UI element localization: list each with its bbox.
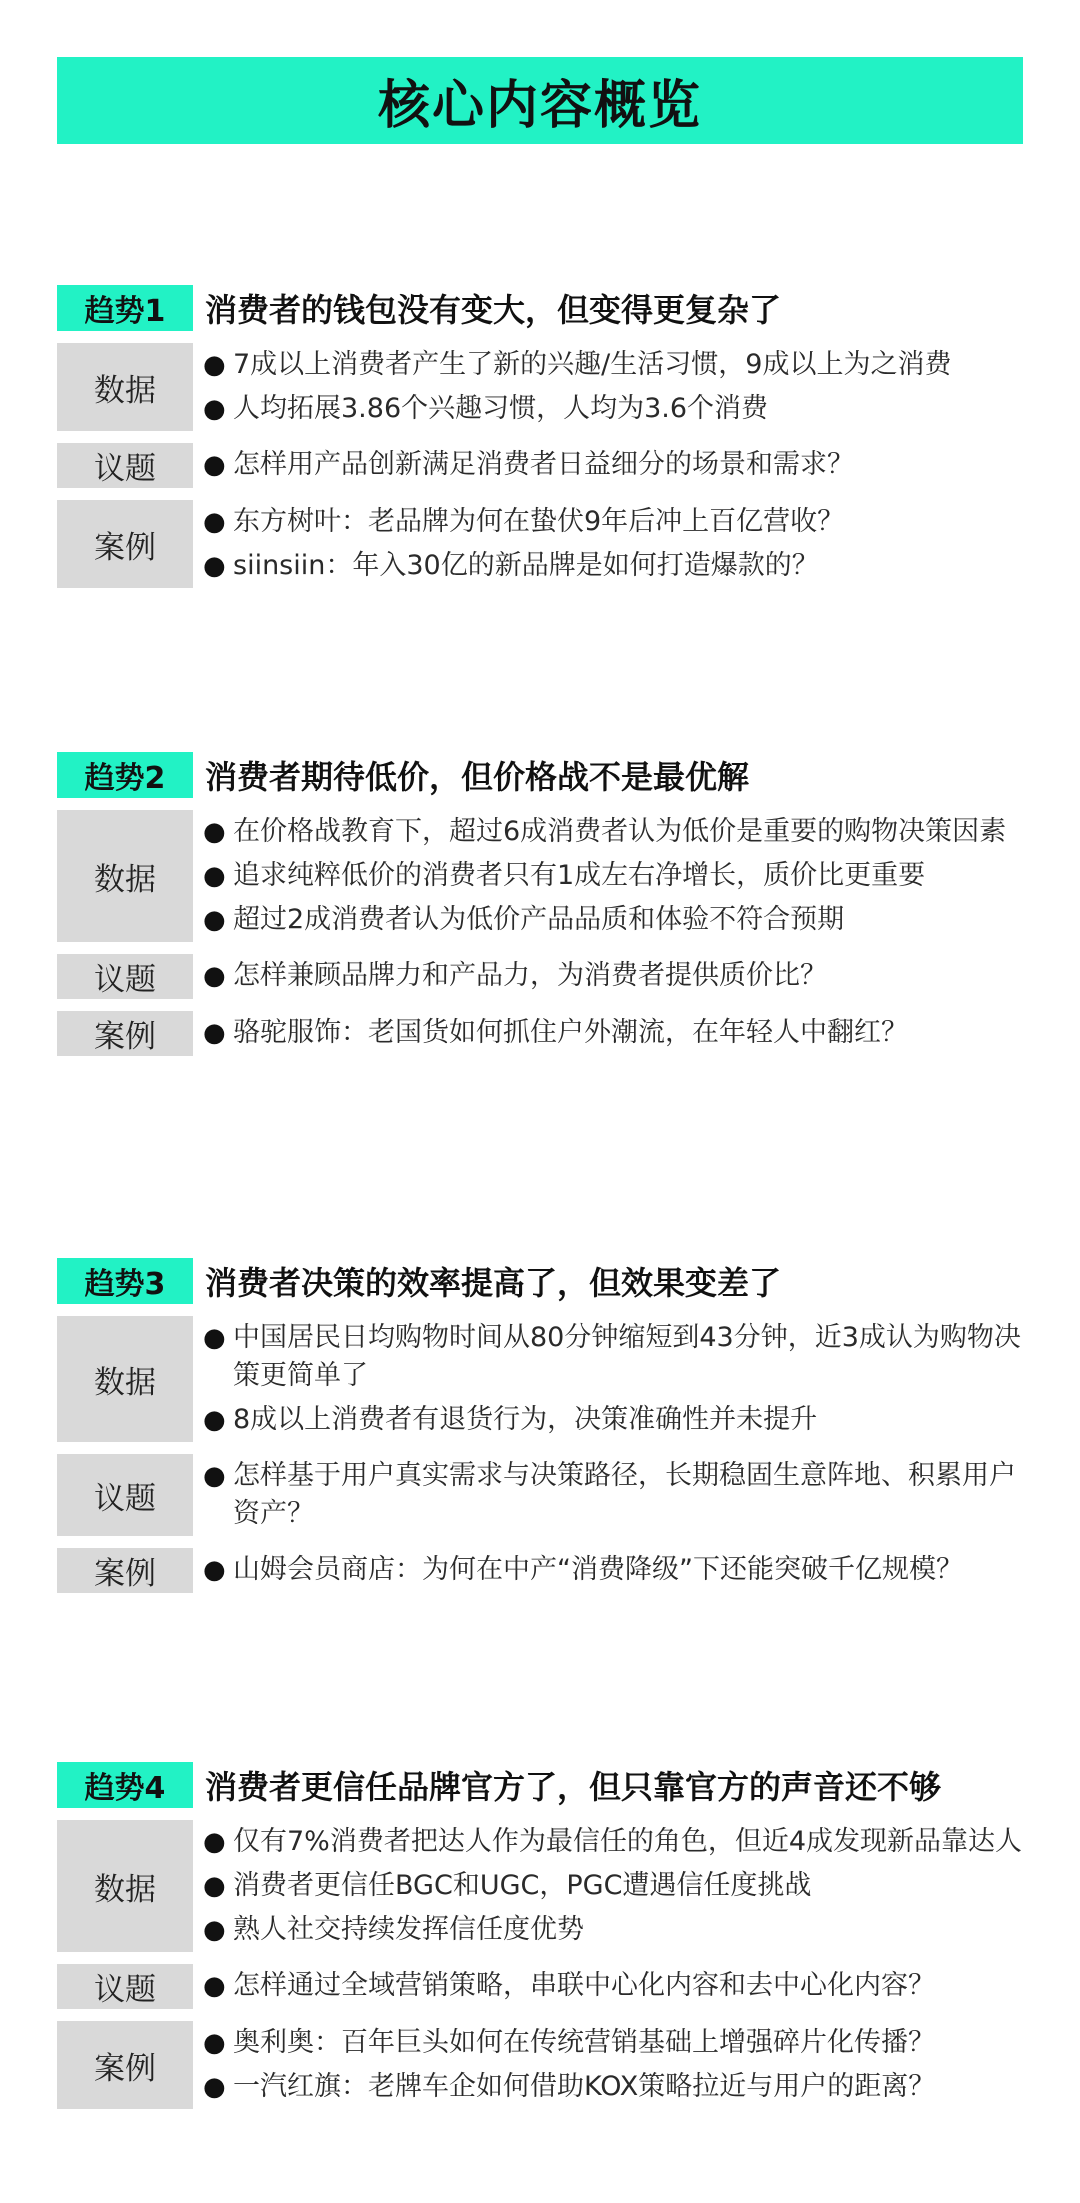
bullet-icon: ● xyxy=(203,1018,226,1048)
bullet-icon: ● xyxy=(203,551,226,581)
list-item: ● 在价格战教育下，超过6成消费者认为低价是重要的购物决策因素 xyxy=(203,813,1023,851)
topic-list xyxy=(203,443,1023,488)
list-item: ● 消费者更信任BGC和UGC，PGC遭遇信任度挑战 xyxy=(203,1867,1023,1905)
case-row xyxy=(57,1548,1023,1593)
case-list xyxy=(203,1548,1023,1593)
topic-list xyxy=(203,1454,1023,1536)
bullet-icon: ● xyxy=(203,817,226,847)
list-item: ● 一汽红旗：老牌车企如何借助KOX策略拉近与用户的距离？ xyxy=(203,2068,1023,2106)
case-row xyxy=(57,500,1023,588)
case-row xyxy=(57,1011,1023,1056)
list-item: ● 中国居民日均购物时间从80分钟缩短到43分钟，近3成认为购物决策更简单了 xyxy=(203,1319,1023,1395)
topic-label: 议题 xyxy=(57,1454,193,1536)
case-label: 案例 xyxy=(57,1548,193,1593)
bullet-icon: ● xyxy=(203,1461,226,1491)
topic-row xyxy=(57,1964,1023,2009)
list-item: ● 奥利奥：百年巨头如何在传统营销基础上增强碎片化传播？ xyxy=(203,2024,1023,2062)
header-banner xyxy=(57,57,1023,144)
bullet-icon: ● xyxy=(203,1915,226,1945)
bullet-icon: ● xyxy=(203,350,226,380)
bullet-icon: ● xyxy=(203,2028,226,2058)
bullet-icon: ● xyxy=(203,1555,226,1585)
case-row xyxy=(57,2021,1023,2109)
list-item: ● 仅有7%消费者把达人作为最信任的角色，但近4成发现新品靠达人 xyxy=(203,1823,1023,1861)
trend-title: 消费者决策的效率提高了，但效果变差了 xyxy=(205,1264,782,1302)
topic-row xyxy=(57,954,1023,999)
bullet-icon: ● xyxy=(203,905,226,935)
bullet-icon: ● xyxy=(203,1827,226,1857)
list-item: ● 怎样用产品创新满足消费者日益细分的场景和需求？ xyxy=(203,446,1023,484)
list-item: ● siinsiin：年入30亿的新品牌是如何打造爆款的？ xyxy=(203,547,1023,585)
data-row xyxy=(57,810,1023,942)
trend-section-1 xyxy=(57,285,1023,588)
topic-list xyxy=(203,954,1023,999)
data-list xyxy=(203,810,1023,942)
trend-header xyxy=(57,285,1023,331)
bullet-icon: ● xyxy=(203,507,226,537)
trend-title: 消费者期待低价，但价格战不是最优解 xyxy=(205,758,750,796)
trend-section-4 xyxy=(57,1762,1023,2109)
list-item: ● 超过2成消费者认为低价产品品质和体验不符合预期 xyxy=(203,901,1023,939)
list-item: ● 怎样通过全域营销策略，串联中心化内容和去中心化内容？ xyxy=(203,1967,1023,2005)
bullet-icon: ● xyxy=(203,1323,226,1353)
topic-list xyxy=(203,1964,1023,2009)
data-row xyxy=(57,343,1023,431)
case-label: 案例 xyxy=(57,2021,193,2109)
list-item: ● 8成以上消费者有退货行为，决策准确性并未提升 xyxy=(203,1401,1023,1439)
list-item: ● 7成以上消费者产生了新的兴趣/生活习惯，9成以上为之消费 xyxy=(203,346,1023,384)
trend-header xyxy=(57,752,1023,798)
topic-row xyxy=(57,1454,1023,1536)
bullet-icon: ● xyxy=(203,1871,226,1901)
data-row xyxy=(57,1316,1023,1442)
trend-tag: 趋势2 xyxy=(57,752,193,798)
data-label: 数据 xyxy=(57,1820,193,1952)
trend-header xyxy=(57,1258,1023,1304)
trend-section-3 xyxy=(57,1258,1023,1593)
case-list xyxy=(203,500,1023,588)
data-label: 数据 xyxy=(57,810,193,942)
case-list xyxy=(203,2021,1023,2109)
trend-header xyxy=(57,1762,1023,1808)
topic-label: 议题 xyxy=(57,1964,193,2009)
bullet-icon: ● xyxy=(203,1405,226,1435)
list-item: ● 骆驼服饰：老国货如何抓住户外潮流，在年轻人中翻红？ xyxy=(203,1014,1023,1052)
list-item: ● 熟人社交持续发挥信任度优势 xyxy=(203,1911,1023,1949)
case-list xyxy=(203,1011,1023,1056)
case-label: 案例 xyxy=(57,500,193,588)
list-item: ● 怎样基于用户真实需求与决策路径，长期稳固生意阵地、积累用户资产？ xyxy=(203,1457,1023,1533)
data-label: 数据 xyxy=(57,343,193,431)
bullet-icon: ● xyxy=(203,2072,226,2102)
trend-tag: 趋势4 xyxy=(57,1762,193,1808)
bullet-icon: ● xyxy=(203,450,226,480)
topic-label: 议题 xyxy=(57,954,193,999)
trend-tag: 趋势3 xyxy=(57,1258,193,1304)
data-list xyxy=(203,1820,1023,1952)
bullet-icon: ● xyxy=(203,961,226,991)
bullet-icon: ● xyxy=(203,861,226,891)
bullet-icon: ● xyxy=(203,1971,226,2001)
list-item: ● 东方树叶：老品牌为何在蛰伏9年后冲上百亿营收？ xyxy=(203,503,1023,541)
list-item: ● 山姆会员商店：为何在中产“消费降级”下还能突破千亿规模？ xyxy=(203,1551,1023,1589)
case-label: 案例 xyxy=(57,1011,193,1056)
data-row xyxy=(57,1820,1023,1952)
topic-row xyxy=(57,443,1023,488)
list-item: ● 人均拓展3.86个兴趣习惯，人均为3.6个消费 xyxy=(203,390,1023,428)
trend-title: 消费者更信任品牌官方了，但只靠官方的声音还不够 xyxy=(205,1768,942,1806)
trend-tag: 趋势1 xyxy=(57,285,193,331)
data-label: 数据 xyxy=(57,1316,193,1442)
trend-title: 消费者的钱包没有变大，但变得更复杂了 xyxy=(205,291,782,329)
data-list xyxy=(203,343,1023,431)
list-item: ● 追求纯粹低价的消费者只有1成左右净增长，质价比更重要 xyxy=(203,857,1023,895)
topic-label: 议题 xyxy=(57,443,193,488)
list-item: ● 怎样兼顾品牌力和产品力，为消费者提供质价比？ xyxy=(203,957,1023,995)
trend-section-2 xyxy=(57,752,1023,1056)
bullet-icon: ● xyxy=(203,394,226,424)
data-list xyxy=(203,1316,1023,1442)
page-title: 核心内容概览 xyxy=(377,76,702,136)
